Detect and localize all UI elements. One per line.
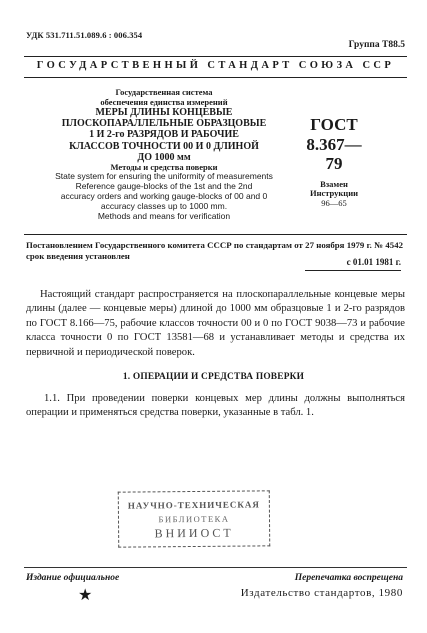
system-line-2: обеспечения единства измерений xyxy=(100,96,228,107)
gost-block xyxy=(298,115,370,209)
edition-label: Издание официальное xyxy=(26,573,120,583)
section-heading: 1. ОПЕРАЦИИ И СРЕДСТВА ПОВЕРКИ xyxy=(122,372,305,382)
stamp-line-2: БИБЛИОТЕКА xyxy=(158,513,230,525)
stamp-line-1: НАУЧНО-ТЕХНИЧЕСКАЯ xyxy=(127,499,260,511)
star-icon: ★ xyxy=(78,587,93,604)
english-title-line-2: Reference gauge-blocks of the 1st and the 2nd xyxy=(75,181,253,192)
title-line-2: ПЛОСКОПАРАЛЛЕЛЬНЫЕ ОБРАЗЦОВЫЕ xyxy=(61,118,267,130)
english-title-line-5: Methods and means for verification xyxy=(97,210,231,221)
udk-code: УДК 531.711.51.089.6 : 006.354 xyxy=(26,30,143,40)
stamp-line-3: ВНИИОСТ xyxy=(154,525,234,541)
english-title-line-4: accuracy classes up to 1000 mm. xyxy=(100,200,228,211)
english-title-line-1: State system for ensuring the uniformity of measurements xyxy=(55,171,273,182)
intro-paragraph: Настоящий стандарт распространяется на плоскопараллельные концевые меры длины (далее — концевые меры) длиной до 1000 мм образцовые 1 и 2-го разрядов по ГОСТ 8.166—75, рабочие классов точности 00 и 0 по ГОСТ 9038—73 и рабочие класса точности 0 по ГОСТ 13581—68 и устанавливает методы и средства их первичной и периодической поверок. xyxy=(26,289,405,358)
title-line-4: КЛАССОВ ТОЧНОСТИ 00 И 0 ДЛИНОЙ xyxy=(69,140,259,152)
title-line-1: МЕРЫ ДЛИНЫ КОНЦЕВЫЕ xyxy=(95,107,233,119)
clause-paragraph: 1.1. При проведении поверки концевых мер длины должны выполняться операции и применяться средства поверки, указанные в табл. 1. xyxy=(26,393,405,419)
group-code: Группа Т88.5 xyxy=(348,40,405,50)
reprint-label: Перепечатка воспрещена xyxy=(294,573,403,583)
decree-rule xyxy=(24,234,407,235)
publisher-line: Издательство стандартов, 1980 xyxy=(240,587,403,599)
decree-text: Постановлением Государственного комитета СССР по стандартам от 27 ноября 1979 г. № 4542 срок введения установлен xyxy=(26,240,403,262)
effective-date: с 01.01 1981 г. xyxy=(346,257,401,267)
replace-label: Взамен xyxy=(320,178,348,189)
top-rule xyxy=(24,56,407,57)
title-line-5: ДО 1000 мм xyxy=(137,151,191,163)
system-line-1: Государственная система xyxy=(115,87,213,97)
library-stamp xyxy=(118,490,270,547)
instruction-label: Инструкции xyxy=(309,188,359,199)
title-line-3: 1 И 2-го РАЗРЯДОВ И РАБОЧИЕ xyxy=(89,129,239,141)
english-title-line-3: accuracy orders and working gauge-blocks of 00 and 0 xyxy=(60,191,268,202)
instruction-number: 96—65 xyxy=(321,198,347,209)
effective-date-underline xyxy=(305,270,401,271)
standard-heading: ГОСУДАРСТВЕННЫЙ СТАНДАРТ СОЮЗА ССР xyxy=(36,60,395,71)
title-block xyxy=(40,88,288,221)
gost-label: ГОСТ xyxy=(310,115,358,134)
gost-number: 8.367—79 xyxy=(306,134,362,174)
footer-rule xyxy=(24,567,407,568)
standard-rule xyxy=(24,77,407,78)
methods-subtitle: Методы и средства поверки xyxy=(110,161,218,172)
